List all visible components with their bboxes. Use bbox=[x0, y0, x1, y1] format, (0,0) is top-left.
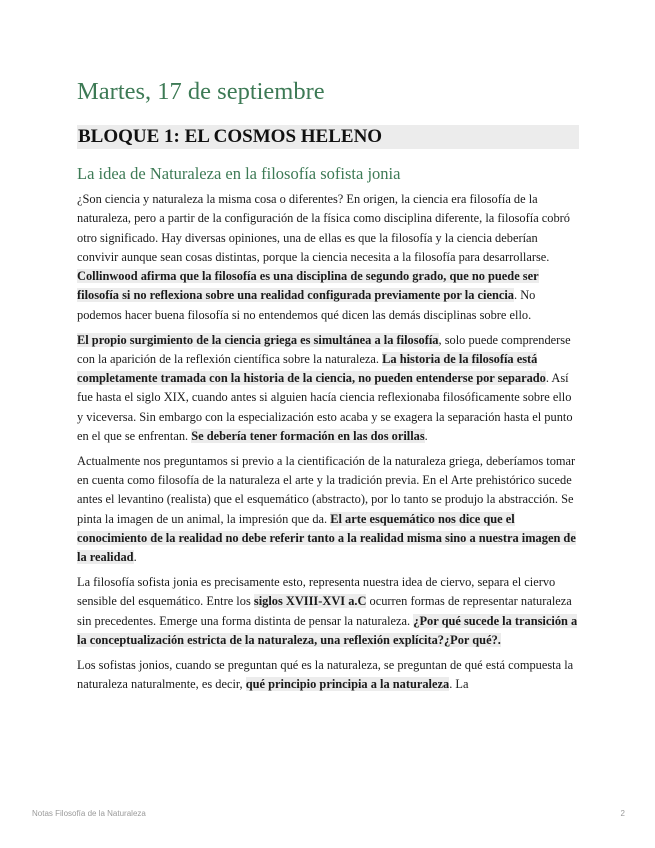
highlighted-text: ¿Por qué sucede la transición a la conceptualización estricta de la naturaleza, una reflexión explícita?¿Por qué?. bbox=[77, 613, 578, 648]
block-title: BLOQUE 1: EL COSMOS HELENO bbox=[77, 125, 579, 149]
highlighted-text: Collinwood afirma que la filosofía es una disciplina de segundo grado, que no puede ser filosofía si no reflexiona sobre una realidad configurada previamente por la ciencia bbox=[77, 269, 539, 303]
paragraph-2 bbox=[77, 331, 579, 447]
text-run: . bbox=[133, 550, 137, 565]
text-run: . No podemos hacer buena filosofía si no entendemos qué dicen las demás disciplinas sobre ello. bbox=[77, 288, 536, 322]
text-run: . Así fue hasta el siglo XIX, cuando antes si alguien hacía ciencia reflexionaba filosóficamente sobre ello y viceversa. Sin embargo con la especialización esto acaba y se exagera la separación hasta el punto en el que se enfrentan. bbox=[77, 371, 573, 444]
text-run: Actualmente nos preguntamos si previo a la cientificación de la naturaleza griega, deberíamos tomar en cuenta como filosofía de la naturaleza el arte y la tradición previa. En el Arte prehistórico sucede antes el levantino (realista) que el esquemático (abstracto), por lo tanto se produjo la abstracción. Se pinta la imagen de un animal, la impresión que da. bbox=[77, 453, 576, 526]
footer-title: Notas Filosofía de la Naturaleza bbox=[32, 809, 146, 818]
text-run: . La bbox=[449, 677, 469, 692]
highlighted-text: Se debería tener formación en las dos orillas bbox=[191, 429, 425, 444]
paragraph-4 bbox=[77, 573, 579, 650]
highlighted-text: El propio surgimiento de la ciencia griega es simultánea a la filosofía bbox=[77, 332, 439, 347]
paragraph-5 bbox=[77, 656, 579, 695]
text-run: ocurren formas de representar naturaleza sin precedentes. Emerge una forma distinta de pensar la naturaleza. bbox=[77, 594, 572, 628]
text-run: , solo puede comprenderse con la aparición de la reflexión científica sobre la naturaleza. bbox=[77, 332, 571, 366]
body-text bbox=[77, 190, 579, 700]
text-run: . bbox=[424, 429, 428, 444]
page-number: 2 bbox=[620, 809, 625, 818]
text-run: Los sofistas jonios, cuando se preguntan qué es la naturaleza, se preguntan de qué está compuesta la naturaleza naturalmente, es decir, bbox=[77, 657, 574, 692]
highlighted-text: siglos XVIII-XVI a.C bbox=[253, 594, 367, 609]
text-run: ¿Son ciencia y naturaleza la misma cosa o diferentes? En origen, la ciencia era filosofía de la naturaleza, pero a partir de la configuración de la física como disciplina diferente, la filosofía cobró otro significado. Hay diversas opiniones, una de ellas es que la filosofía y la ciencia deberían convivir aunque sean cosas distintas, porque la ciencia necesita a la filosofía para desarrollarse. bbox=[77, 192, 570, 264]
date-heading: Martes, 17 de septiembre bbox=[77, 78, 325, 105]
highlighted-text: qué principio principia a la naturaleza bbox=[245, 677, 450, 692]
highlighted-text: El arte esquemático nos dice que el conocimiento de la realidad no debe referir tanto a la realidad misma sino a nuestra imagen de la realidad bbox=[77, 511, 576, 565]
paragraph-1 bbox=[77, 190, 579, 325]
text-run: La filosofía sofista jonia es precisamente esto, representa nuestra idea de ciervo, separa el ciervo sensible del esquemático. Entre los bbox=[77, 575, 556, 609]
section-title: La idea de Naturaleza en la filosofía sofista jonia bbox=[77, 164, 401, 183]
paragraph-3 bbox=[77, 452, 579, 568]
highlighted-text: La historia de la filosofía está completamente tramada con la historia de la ciencia, no pueden entenderse por separado bbox=[77, 351, 546, 386]
